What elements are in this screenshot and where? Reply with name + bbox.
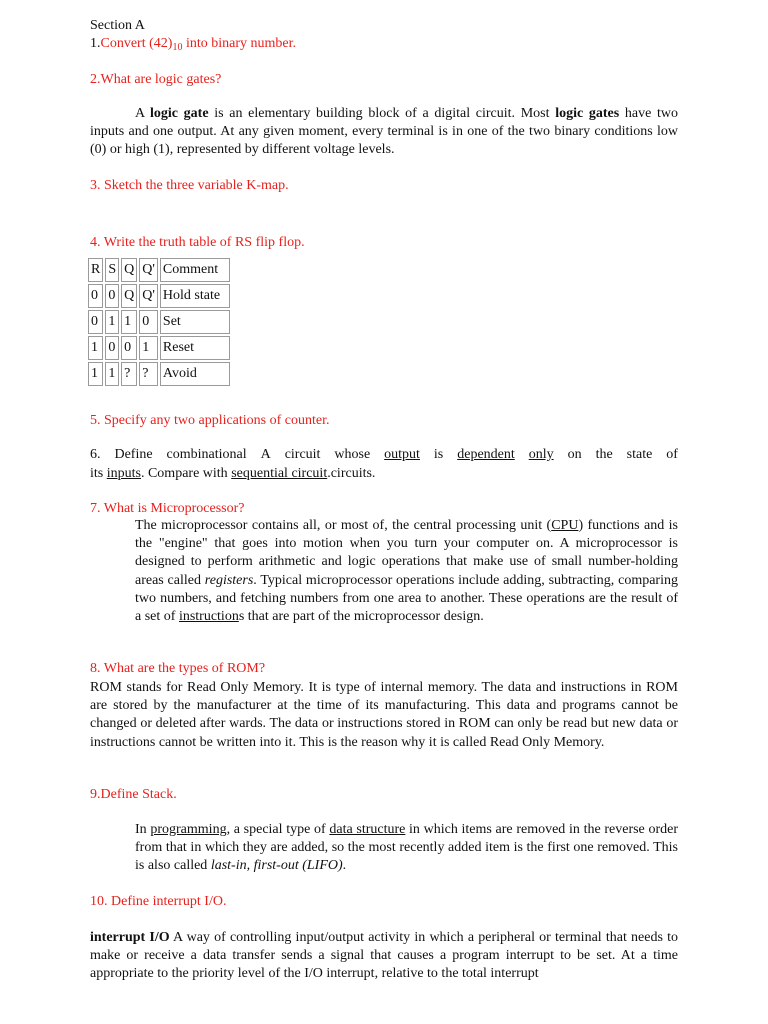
question-1-text-b: into binary number. bbox=[182, 36, 296, 51]
q6-word: the bbox=[595, 447, 613, 462]
table-row bbox=[88, 284, 230, 308]
answer-9 bbox=[135, 821, 678, 876]
table-row bbox=[88, 336, 230, 360]
table-cell: Avoid bbox=[160, 362, 230, 386]
table-row bbox=[88, 362, 230, 386]
answer-2-bold-2: logic gates bbox=[555, 106, 620, 121]
answer-9-text: . bbox=[342, 858, 347, 874]
question-6-line-1 bbox=[90, 446, 678, 465]
cpu-link[interactable]: CPU bbox=[551, 518, 579, 533]
interrupt-io-term: interrupt I/O bbox=[90, 930, 170, 945]
lifo-term: last-in, first-out (LIFO) bbox=[210, 858, 343, 874]
q6-word: 6. bbox=[90, 447, 101, 462]
instruction-link[interactable]: instruction bbox=[178, 609, 239, 625]
q6-word-link[interactable]: dependent bbox=[457, 447, 515, 462]
table-header-cell: Q' bbox=[139, 258, 158, 282]
table-cell: ? bbox=[121, 362, 137, 386]
q6-word-link[interactable]: output bbox=[384, 447, 420, 462]
table-header-row bbox=[88, 258, 230, 282]
answer-2-text: have two inputs and one output. At any given moment, every terminal is in one of the two binary conditions low (0) or high (1), represented by different voltage levels. bbox=[90, 106, 678, 158]
q6-text: . Compare with bbox=[140, 465, 232, 481]
answer-7-text: ) functions and is the "engine" that goes into motion when you turn your computer on. A microprocessor is designed to perform arithmetic and logic operations that make use of small number-holding areas called bbox=[135, 518, 678, 588]
table-cell: 0 bbox=[88, 310, 103, 334]
q6-word: state bbox=[626, 447, 653, 462]
question-8: 8. What are the types of ROM? bbox=[90, 661, 266, 676]
q6-text: its bbox=[90, 465, 107, 481]
question-1-text-a: Convert (42) bbox=[100, 36, 173, 51]
question-9: 9.Define Stack. bbox=[90, 787, 177, 802]
question-7: 7. What is Microprocessor? bbox=[90, 501, 245, 516]
q6-word: whose bbox=[334, 447, 371, 462]
table-cell: ? bbox=[139, 362, 158, 386]
inputs-link[interactable]: inputs bbox=[106, 465, 141, 481]
answer-10 bbox=[90, 929, 678, 984]
table-row bbox=[88, 310, 230, 334]
table-cell: Q' bbox=[139, 284, 158, 308]
question-3: 3. Sketch the three variable K-map. bbox=[90, 178, 289, 193]
question-2: 2.What are logic gates? bbox=[90, 72, 222, 87]
answer-7-text: . Typical microprocessor operations include adding, subtracting, comparing two numbers, and fetching numbers from one area to another. These operations are the result of a set of bbox=[135, 572, 678, 625]
sequential-circuit-link[interactable]: sequential circuit bbox=[231, 465, 328, 481]
q6-word: Define bbox=[114, 447, 153, 462]
answer-2-text: is an elementary building block of a digital circuit. Most bbox=[208, 106, 556, 121]
q6-word: combinational bbox=[166, 447, 247, 462]
q6-word: on bbox=[567, 447, 582, 462]
answer-9-text: in which items are removed in the reverse order from that in which they are added, so the most recently added item is the first one removed. This is also called bbox=[135, 822, 678, 874]
q6-word: circuit bbox=[284, 447, 321, 462]
table-cell: Set bbox=[160, 310, 230, 334]
table-cell: 0 bbox=[121, 336, 137, 360]
table-cell: 0 bbox=[105, 336, 119, 360]
answer-7 bbox=[135, 517, 678, 626]
answer-2-text: A bbox=[135, 106, 151, 121]
answer-9-text: , a special type of bbox=[226, 822, 330, 837]
table-cell: Q bbox=[121, 284, 137, 308]
table-cell: 1 bbox=[88, 362, 103, 386]
table-cell: 0 bbox=[88, 284, 103, 308]
table-header-cell: Comment bbox=[160, 258, 230, 282]
answer-7-text: s that are part of the microprocessor design. bbox=[238, 609, 484, 625]
data-structure-link[interactable]: data structure bbox=[329, 822, 406, 837]
q6-word: A bbox=[260, 447, 271, 462]
registers-term: registers bbox=[204, 572, 254, 588]
q6-word-link[interactable]: only bbox=[528, 447, 554, 462]
table-cell: 1 bbox=[105, 362, 119, 386]
table-cell: 1 bbox=[105, 310, 119, 334]
question-4: 4. Write the truth table of RS flip flop. bbox=[90, 235, 305, 250]
table-cell: 1 bbox=[139, 336, 158, 360]
table-cell: Reset bbox=[160, 336, 230, 360]
table-header-cell: Q bbox=[121, 258, 137, 282]
answer-8: ROM stands for Read Only Memory. It is type of internal memory. The data and instructions in ROM are stored by the manufacturer at the time of its manufacturing. This data and programs cannot be changed or deleted after wards. The data or instructions stored in ROM can only be read but new data or instructions cannot be written into it. This is the reason why it is called Read Only Memory. bbox=[90, 680, 678, 750]
answer-2 bbox=[90, 105, 678, 160]
answer-2-bold-1: logic gate bbox=[150, 106, 209, 121]
question-10: 10. Define interrupt I/O. bbox=[90, 894, 227, 909]
question-6 bbox=[90, 446, 678, 483]
answer-7-text: The microprocessor contains all, or most of, the central processing unit ( bbox=[135, 518, 552, 533]
programming-link[interactable]: programming bbox=[150, 822, 227, 837]
question-6-line-2 bbox=[90, 465, 678, 484]
table-cell: 0 bbox=[105, 284, 119, 308]
question-5: 5. Specify any two applications of counter. bbox=[90, 413, 330, 428]
table-cell: Hold state bbox=[160, 284, 230, 308]
table-cell: 0 bbox=[139, 310, 158, 334]
answer-10-text: A way of controlling input/output activity in which a peripheral or terminal that needs to make or receive a data transfer sends a signal that causes a program interrupt to be set. At a time appropriate to the priority level of the I/O interrupt, relative to the total interrupt bbox=[90, 930, 678, 982]
q6-word: of bbox=[666, 447, 678, 462]
question-1 bbox=[90, 35, 296, 53]
table-cell: 1 bbox=[88, 336, 103, 360]
q6-text: .circuits. bbox=[327, 465, 376, 481]
table-header-cell: S bbox=[105, 258, 119, 282]
table-cell: 1 bbox=[121, 310, 137, 334]
rs-truth-table bbox=[86, 256, 232, 388]
section-heading: Section A bbox=[90, 18, 145, 33]
table-header-cell: R bbox=[88, 258, 103, 282]
question-1-number: 1. bbox=[90, 36, 101, 51]
question-1-subscript: 10 bbox=[172, 42, 183, 53]
answer-9-text: In bbox=[135, 822, 151, 837]
q6-word: is bbox=[433, 447, 444, 462]
